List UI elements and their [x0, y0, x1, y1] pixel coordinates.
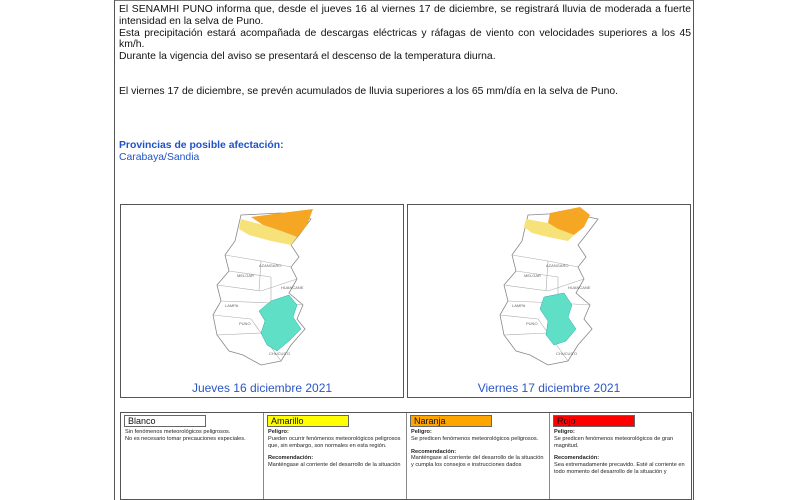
legend-blanco-line-2: No es necesario tomar precauciones especiales.: [125, 435, 246, 442]
svg-text:MELGAR: MELGAR: [237, 273, 254, 278]
legend-rojo-rec-title: Recomendación:: [554, 455, 600, 462]
provinces-title: Provincias de posible afectación:: [119, 140, 284, 151]
legend-text-amarillo: [268, 429, 402, 469]
legend-amarillo-rec-title: Recomendación:: [268, 455, 314, 462]
legend-amarillo-peligro-title: Peligro:: [268, 429, 289, 435]
legend-naranja-peligro-title: Peligro:: [411, 429, 432, 435]
notice-line-2: Esta precipitación estará acompañada de descargas eléctricas y ráfagas de viento con velocidades superiores a los 45 km/h.: [119, 27, 691, 51]
legend-naranja-rec: Manténgase al corriente del desarrollo de la situación y cumpla los consejos e instrucciones dados: [411, 455, 544, 469]
legend-naranja-peligro: Se predicen fenómenos meteorológicos peligrosos.: [411, 435, 539, 442]
svg-text:AZANGARO: AZANGARO: [546, 263, 569, 268]
legend-column-blanco: [121, 413, 264, 499]
legend-text-blanco: [125, 429, 259, 443]
alert-level-legend: [120, 412, 692, 500]
legend-blanco-line-1: Sin fenómenos meteorológicos peligrosos.: [125, 429, 231, 435]
provinces-list: Carabaya/Sandia: [119, 152, 200, 163]
legend-rojo-peligro: Se predicen fenómenos meteorológicos de gran magnitud.: [554, 435, 674, 449]
notice-paragraph-2: El viernes 17 de diciembre, se prevén acumulados de lluvia superiores a los 65 mm/día en la selva de Puno.: [119, 86, 619, 97]
svg-text:PUNO: PUNO: [239, 321, 251, 326]
legend-text-rojo: [554, 429, 689, 476]
svg-text:LAMPA: LAMPA: [225, 303, 239, 308]
legend-rojo-rec: Sea extremadamente precavido. Esté al corriente en todo momento del desarrollo de la situación y: [554, 462, 685, 475]
legend-text-naranja: [411, 429, 545, 469]
bulletin-page: [114, 0, 694, 500]
puno-map-friday: [408, 205, 692, 399]
notice-line-3: Durante la vigencia del aviso se presentará el descenso de la temperatura diurna.: [119, 51, 496, 63]
map-caption-thursday: Jueves 16 diciembre 2021: [191, 381, 333, 395]
svg-text:MELGAR: MELGAR: [524, 273, 541, 278]
svg-text:LAMPA: LAMPA: [512, 303, 526, 308]
puno-map-thursday: [121, 205, 405, 399]
svg-text:AZANGARO: AZANGARO: [259, 263, 282, 268]
map-caption-friday: Viernes 17 diciembre 2021: [477, 381, 621, 395]
legend-amarillo-rec: Manténgase al corriente del desarrollo de la situación: [268, 462, 401, 469]
legend-swatch-naranja: Naranja: [410, 415, 492, 427]
svg-text:HUANCANE: HUANCANE: [568, 285, 591, 290]
svg-text:HUANCANE: HUANCANE: [281, 285, 304, 290]
legend-swatch-blanco: Blanco: [124, 415, 206, 427]
top-border: [115, 0, 693, 1]
map-panel-friday: [407, 204, 691, 398]
legend-column-rojo: [550, 413, 693, 499]
svg-text:CHUCUITO: CHUCUITO: [556, 351, 578, 356]
map-panels: [120, 204, 692, 398]
legend-amarillo-peligro: Pueden ocurrir fenómenos meteorológicos peligrosos que, sin embargo, son normales en esta región.: [268, 435, 401, 449]
legend-rojo-peligro-title: Peligro:: [554, 429, 575, 435]
map-panel-thursday: [120, 204, 404, 398]
notice-paragraph-1: [119, 4, 691, 63]
svg-text:CHUCUITO: CHUCUITO: [269, 351, 291, 356]
svg-text:PUNO: PUNO: [526, 321, 538, 326]
legend-swatch-rojo: Rojo: [553, 415, 635, 427]
legend-naranja-rec-title: Recomendación:: [411, 448, 457, 455]
legend-column-amarillo: [264, 413, 407, 499]
notice-line-1: El SENAMHI PUNO informa que, desde el jueves 16 al viernes 17 de diciembre, se registrará lluvia de moderada a fuerte intensidad en la selva de Puno.: [119, 4, 691, 27]
legend-column-naranja: [407, 413, 550, 499]
legend-swatch-amarillo: Amarillo: [267, 415, 349, 427]
